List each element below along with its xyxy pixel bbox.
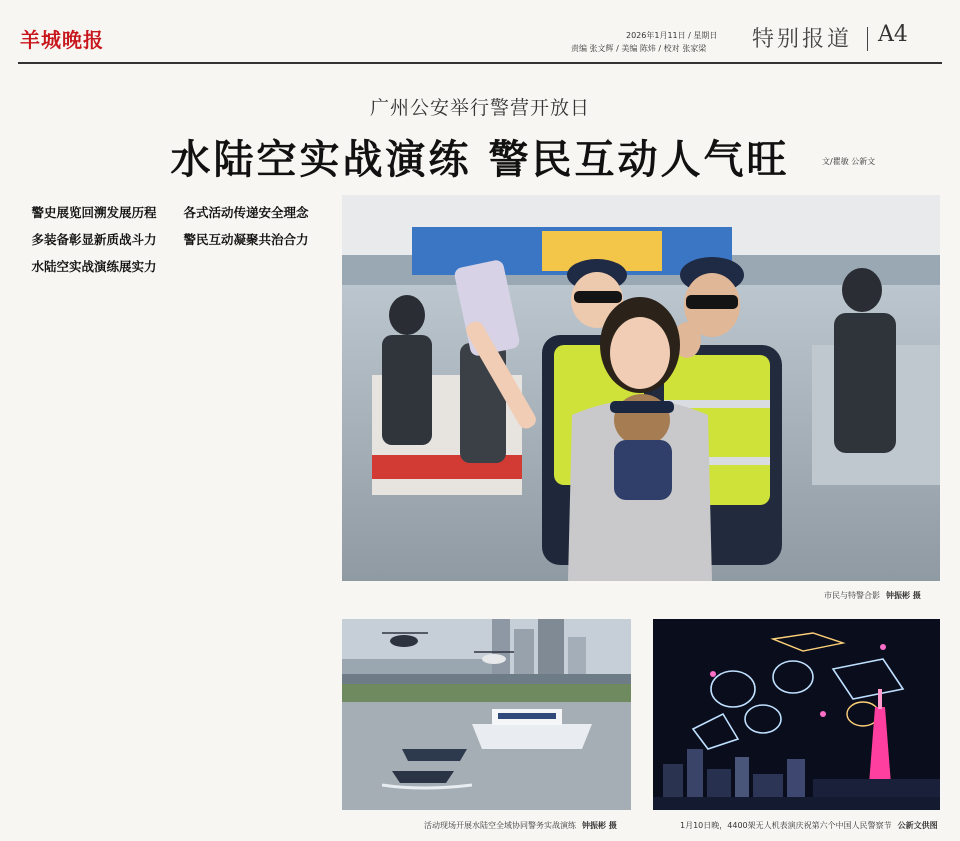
section-heading: 多装备彰显新质战斗力 [31,232,157,247]
page-divider [867,27,868,51]
main-photo-caption [824,590,921,601]
newspaper-logo: 羊城晚报 [20,28,104,52]
article-kicker: 广州公安举行警营开放日 [369,97,590,119]
photo-credit: 公新文供图 [897,821,938,830]
section-heading: 警史展览回溯发展历程 [31,205,157,220]
caption-text: 市民与特警合影 [824,591,880,600]
main-photo [342,195,940,581]
photo-credit: 钟振彬 摄 [886,591,921,600]
issue-date: 2026年1月11日 / 星期日 [626,31,718,40]
photo-credit: 钟振彬 摄 [582,821,617,830]
section-title: 特别报道 [752,27,853,52]
drone-show-image [653,619,940,810]
header-rule [18,62,942,64]
article-byline: 文/瞿敏 公新文 [822,157,876,166]
article-headline: 水陆空实战演练 警民互动人气旺 [170,137,790,183]
drone-photo-caption [680,820,938,831]
drill-photo-caption [424,820,617,831]
caption-text: 1月10日晚，4400架无人机表演庆祝第六个中国人民警察节 [680,821,892,830]
editor-credits: 责编 张文辉 / 美编 陈炜 / 校对 张家梁 [571,44,707,53]
selfie-with-police-image [342,195,940,581]
drill-photo [342,619,631,810]
drone-show-photo [653,619,940,810]
page-number: A4 [878,22,908,47]
caption-text: 活动现场开展水陆空全域协同警务实战演练 [424,821,576,830]
text-column-1 [22,192,166,283]
text-column-2 [174,192,318,256]
section-heading: 警民互动凝聚共治合力 [183,232,309,247]
section-heading: 各式活动传递安全理念 [183,205,309,220]
water-drill-image [342,619,631,810]
section-heading: 水陆空实战演练展实力 [31,259,157,274]
